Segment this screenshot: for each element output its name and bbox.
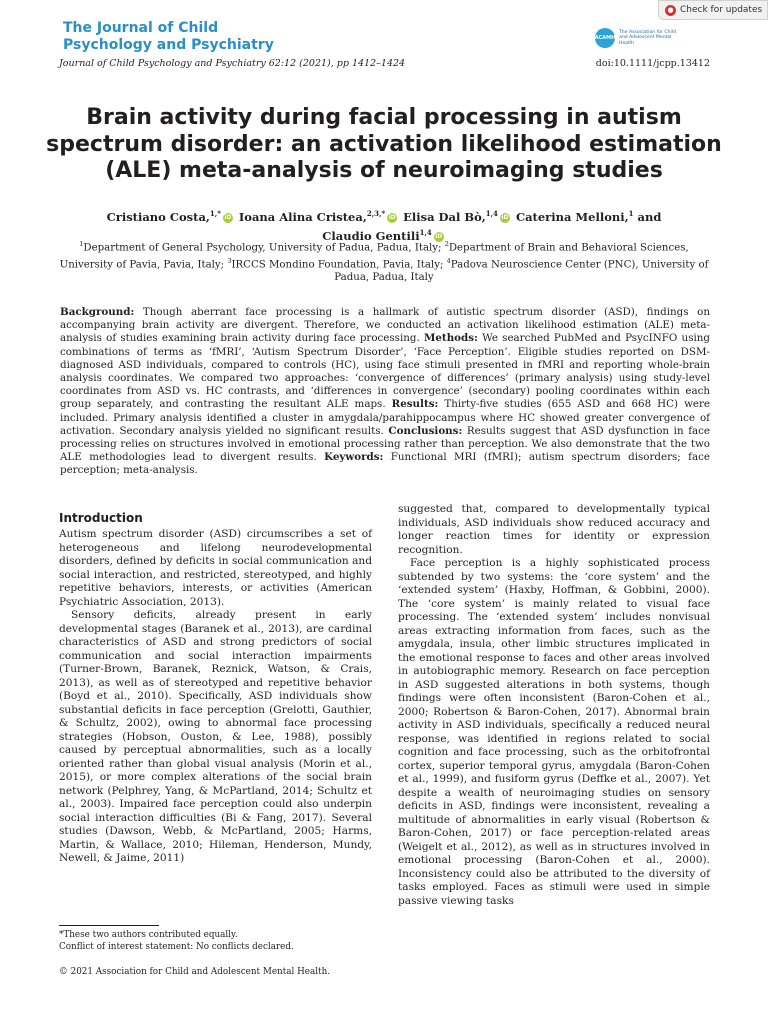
author-1[interactable]: Cristiano Costa,$^{1,*}$ — [106, 209, 221, 224]
journal-name-line2: Psychology and Psychiatry — [63, 37, 274, 53]
journal-name — [63, 20, 274, 54]
left-column — [59, 528, 372, 866]
article-title: Brain activity during facial processing in autism spectrum disorder: an activation likelihood estimation (ALE) meta-analysis of neuroimaging studies — [46, 105, 722, 183]
paragraph: Autism spectrum disorder (ASD) circumscribes a set of heterogeneous and lifelong neurodevelopmental disorders, defined by deficits in social communication and social interaction, and restricted, stereotyped, and highly repetitive behaviors, interests, or activities (American Psychiatric Association, 2013). — [59, 528, 372, 608]
footnote-equal-contribution: *These two authors contributed equally. — [59, 930, 238, 940]
orcid-icon[interactable]: iD — [388, 213, 396, 221]
citation: Journal of Child Psychology and Psychiatry 62:12 (2021), pp 1412–1424 — [59, 58, 406, 69]
doi: doi:10.1111/jcpp.13412 — [595, 58, 710, 69]
right-column — [398, 503, 710, 908]
journal-name-line1: The Journal of Child — [63, 20, 219, 36]
paragraph: Face perception is a highly sophisticated process subtended by two systems: the ‘core system’ and the ‘extended system’ (Haxby, Hoffman, & Gobbini, 2000). The ‘core system’ is mainly related to visual face processing. The ‘extended system’ includes nonvisual areas extracting information from faces, such as the amygdala, insula, other limbic structures implicated in the emotional response to faces and other areas involved in autobiographic memory. Research on face perception in ASD suggested alterations in both systems, though findings were often inconsistent (Baron-Cohen et al., 2000; Robertson & Baron-Cohen, 2017). Abnormal brain activity in ASD individuals, specifically a reduced neural response, was identified in regions related to social cognition and face processing, such as the orbitofrontal cortex, superior temporal gyrus, amygdala (Baron-Cohen et al., 1999), and fusiform gyrus (Deffke et al., 2007). Yet despite a wealth of neuroimaging studies on sensory deficits in ASD, findings were inconsistent, revealing a multitude of abnormalities in early visual (Robertson & Baron-Cohen, 2017) or face perception-related areas (Weigelt et al., 2012), as well as in structures involved in emotional processing (Baron-Cohen et al., 2000). Inconsistency could also be attributed to the diversity of tasks employed. Faces as stimuli were used in simple passive viewing tasks — [398, 557, 710, 907]
copyright: © 2021 Association for Child and Adolescent Mental Health. — [59, 967, 331, 977]
footnote-divider — [59, 925, 159, 926]
orcid-icon[interactable]: iD — [435, 232, 443, 240]
paragraph: Sensory deficits, already present in early developmental stages (Baranek et al., 2013), are cardinal characteristics of ASD and strong predictors of social communication and social interaction impairments (Turner-Brown, Baranek, Reznick, Watson, & Crais, 2013), as well as of stereotyped and repetitive behavior (Boyd et al., 2010). Specifically, ASD individuals show substantial deficits in face perception (Grelotti, Gauthier, & Schultz, 2002), owing to abnormal face processing strategies (Hobson, Ouston, & Lee, 1988), possibly caused by perceptual abnormalities, such as a locally oriented rather than global visual analysis (Morin et al., 2015), or more complex alterations of the social brain network (Pelphrey, Yang, & McPartland, 2014; Schultz et al., 2003). Impaired face perception could also underpin social interaction difficulties (Bi & Fang, 2017). Several studies (Dawson, Webb, & McPartland, 2005; Harms, Martin, & Wallace, 2010; Hileman, Henderson, Mundy, Newell, & Jaime, 2011) — [59, 609, 372, 864]
orcid-icon[interactable]: iD — [501, 213, 509, 221]
author-2[interactable]: Ioana Alina Cristea,$^{2,3,*}$ — [238, 209, 386, 224]
affiliations: $^1$Department of General Psychology, University of Padua, Padua, Italy; $^2$Department of Brain and Behavioral Sciences, University of Pavia, Pavia, Italy; $^3$IRCCS Mondino Foundation, Pavia, Italy; $^4$Padova Neuroscience Center (PNC), University of Padua, Padua, Italy — [59, 240, 709, 283]
paragraph: suggested that, compared to developmentally typical individuals, ASD individuals show reduced accuracy and longer reaction times for identity or expression recognition. — [398, 503, 710, 556]
author-5[interactable]: Claudio Gentili$^{1,4}$ — [322, 227, 432, 243]
section-heading-introduction: Introduction — [59, 511, 143, 525]
footnotes — [59, 929, 389, 953]
acamh-logo — [595, 28, 679, 48]
acamh-logo-text: The Association for Child and Adolescent Mental Health — [619, 30, 676, 46]
check-updates-icon: ● — [665, 5, 676, 16]
footnote-conflict: Conflict of interest statement: No conflicts declared. — [59, 942, 294, 952]
author-conjunction: and — [637, 209, 662, 224]
check-updates-label: Check for updates — [680, 5, 763, 15]
orcid-icon[interactable]: iD — [224, 213, 232, 221]
check-for-updates-button[interactable] — [658, 0, 768, 20]
author-4[interactable]: Caterina Melloni,$^1$ — [515, 209, 634, 224]
acamh-logo-icon: ACAMH — [595, 28, 615, 48]
author-3[interactable]: Elisa Dal Bò,$^{1,4}$ — [403, 209, 498, 224]
abstract: Background: Though aberrant face processing is a hallmark of autistic spectrum disorder (ASD), findings on accompanying brain activity are divergent. Therefore, we conducted an activation likelihood estimation (ALE) meta-analysis of studies examining brain activity during face processing. Methods: We searched PubMed and PsycINFO using combinations of terms as ‘fMRI’, ‘Autism Spectrum Disorder’, ‘Face Perception’. Eligible studies reported on DSM-diagnosed ASD individuals, compared to controls (HC), using face stimuli presented in fMRI and reporting whole-brain analysis coordinates. We compared two approaches: ‘convergence of differences’ (primary analysis) using study-level coordinates from ASD vs. HC contrasts, and ‘differences in convergence’ (secondary) pooling coordinates within each group separately, and contrasting the resultant ALE maps. Results: Thirty-five studies (655 ASD and 668 HC) were included. Primary analysis identified a cluster in amygdala/parahippocampus where HC showed greater convergence of activation. Secondary analysis yielded no significant results. Conclusions: Results suggest that ASD dysfunction in face processing relies on structures involved in emotional processing rather than perception. We also demonstrate that the two ALE methodologies lead to divergent results. Keywords: Functional MRI (fMRI); autism spectrum disorders; face perception; meta-analysis. — [60, 306, 710, 477]
